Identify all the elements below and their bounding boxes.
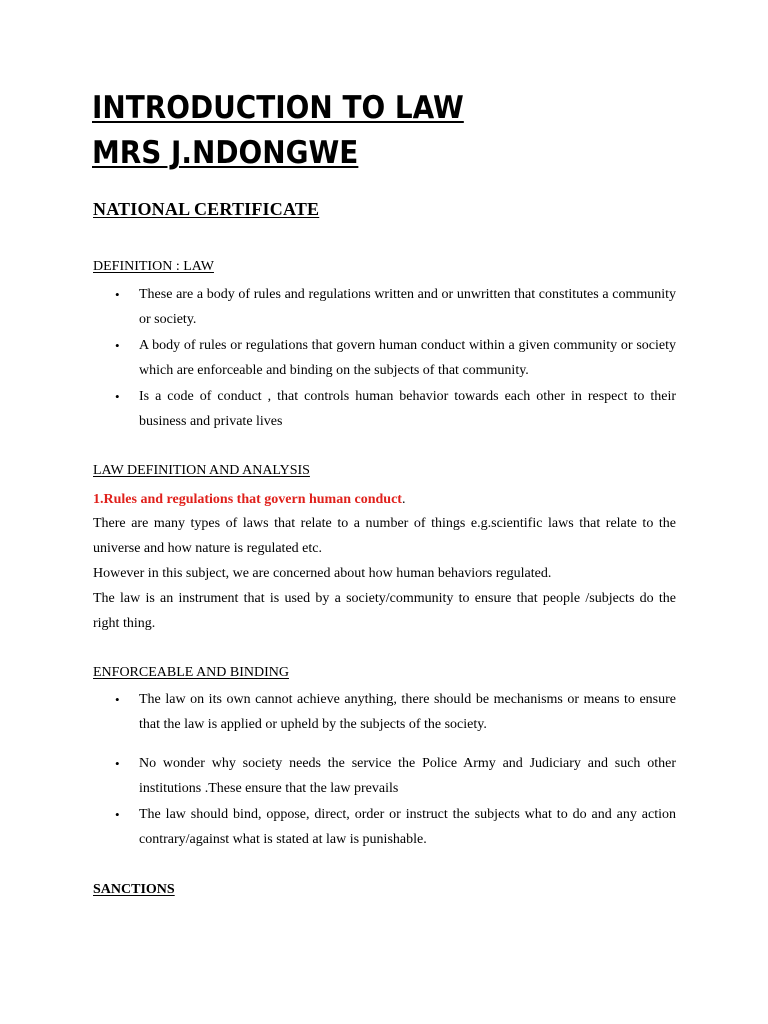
red-subheading-period: . <box>401 492 406 507</box>
paragraph: There are many types of laws that relate to a number of things e.g.scientific laws that relate to the universe and how nature is regulated etc. <box>93 516 676 556</box>
red-subheading <box>93 487 405 512</box>
section-heading-sanctions: SANCTIONS <box>93 882 175 897</box>
list-item-text: Is a code of conduct , that controls human behavior towards each other in respect to their business and private lives <box>139 389 676 429</box>
bullet-icon: • <box>115 338 120 353</box>
list-item-text: No wonder why society needs the service the Police Army and Judiciary and such other institutions .These ensure that the law prevails <box>139 756 676 796</box>
bullet-icon: • <box>115 692 120 707</box>
section-heading-analysis: LAW DEFINITION AND ANALYSIS <box>93 463 310 478</box>
list-item <box>93 384 676 434</box>
red-subheading-text: 1.Rules and regulations that govern human conduct <box>93 492 402 507</box>
section-heading-definition: DEFINITION : LAW <box>93 259 214 274</box>
section-heading-enforceable: ENFORCEABLE AND BINDING <box>93 665 289 680</box>
list-item-text: A body of rules or regulations that govern human conduct within a given community or society which are enforceable and binding on the subjects of that community. <box>139 338 676 378</box>
list-item <box>93 333 676 383</box>
list-item-text: The law should bind, oppose, direct, order or instruct the subjects what to do and any action contrary/against what is stated at law is punishable. <box>139 807 676 847</box>
bullet-icon: • <box>115 287 120 302</box>
document-title: INTRODUCTION TO LAW <box>92 90 464 126</box>
list-item-text: The law on its own cannot achieve anything, there should be mechanisms or means to ensure that the law is applied or upheld by the subjects of the society. <box>139 692 676 732</box>
paragraph: The law is an instrument that is used by a society/community to ensure that people /subjects do the right thing. <box>93 591 676 631</box>
document-subtitle: NATIONAL CERTIFICATE <box>93 199 320 219</box>
bullet-icon: • <box>115 756 120 771</box>
bullet-icon: • <box>115 807 120 822</box>
list-item <box>93 802 676 852</box>
bullet-icon: • <box>115 389 120 404</box>
list-item <box>93 687 676 737</box>
list-item <box>93 282 676 332</box>
list-item-text: These are a body of rules and regulations written and or unwritten that constitutes a community or society. <box>139 287 676 327</box>
list-item <box>93 751 676 801</box>
document-author: MRS J.NDONGWE <box>92 135 359 171</box>
paragraph: However in this subject, we are concerned about how human behaviors regulated. <box>93 566 552 581</box>
